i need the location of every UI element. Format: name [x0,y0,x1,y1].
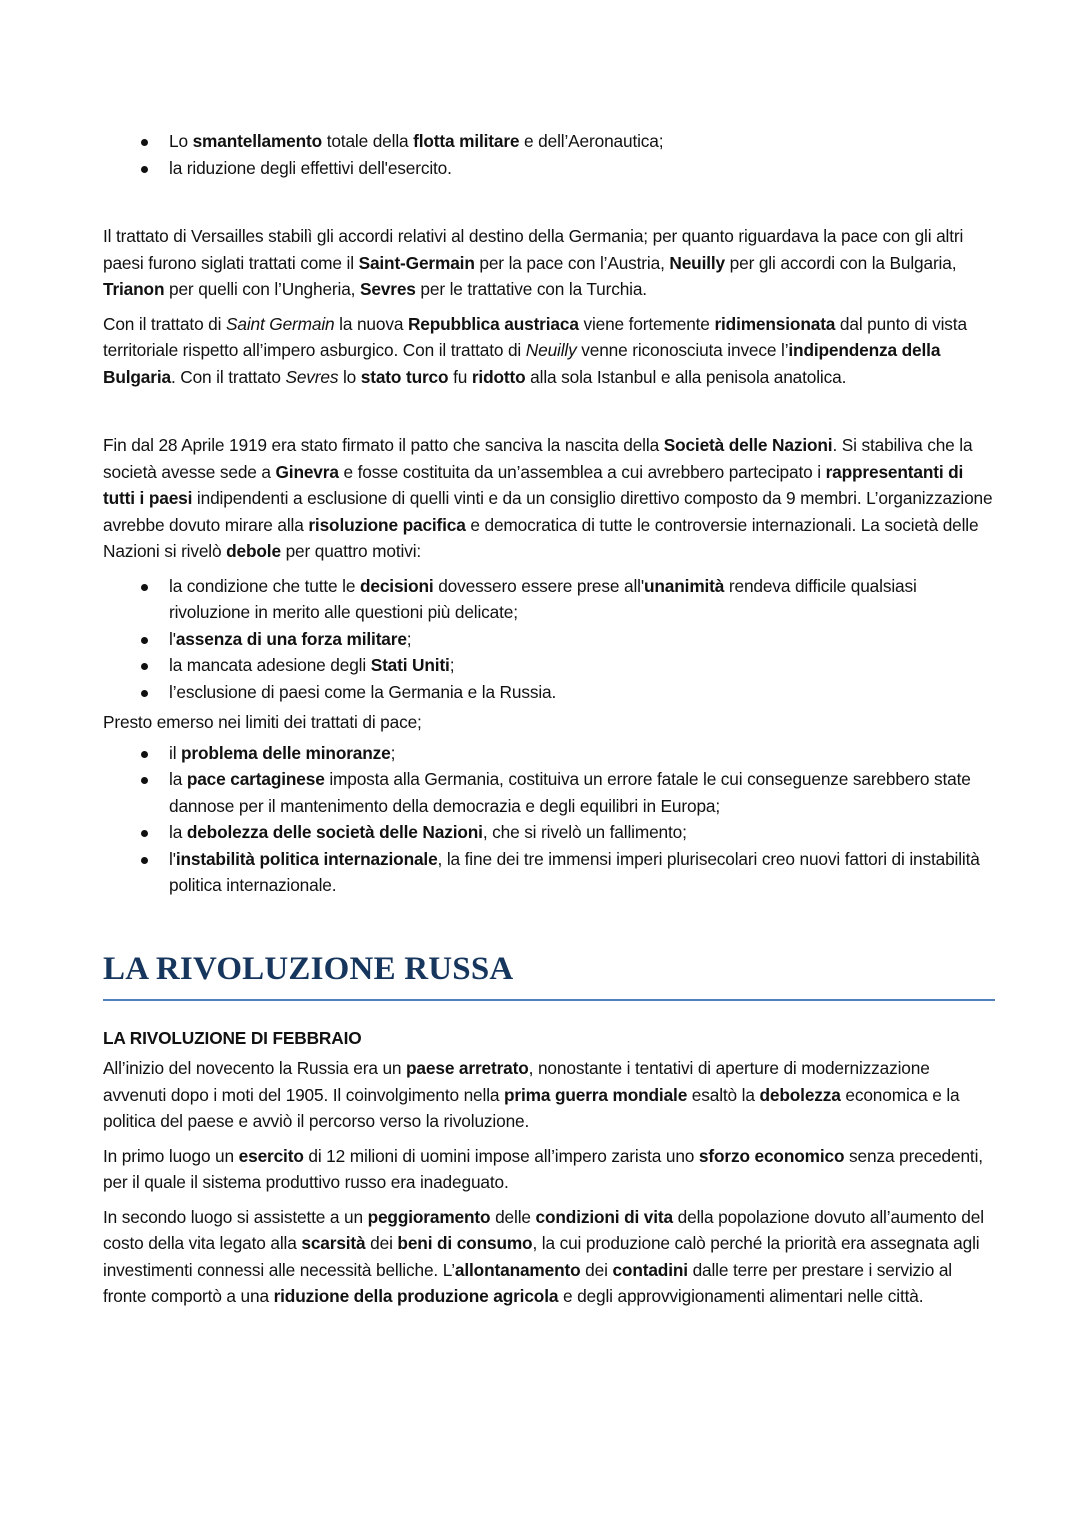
text-run: l' [169,628,176,649]
list-item [169,679,995,706]
text-run: la mancata adesione degli [169,655,371,675]
paragraph-russia-arretrata [103,1055,995,1135]
text-run: per la pace con l’Austria, [474,252,670,273]
bold-term: scarsità [301,1233,366,1253]
bold-term: allontanamento [454,1259,581,1280]
text-run: imposta alla Germania, costituiva un errore fatale le cui conseguenze sarebbero state dannose per il mantenimento della democrazia e degli equilibri in Europa; [169,769,971,816]
text-run: la nuova [334,313,408,334]
text-run: , la fine dei tre immensi imperi plurisecolari creo nuovi fattori di instabilità politica internazionale. [169,848,980,895]
bullet-list-disarmament [103,128,995,181]
paragraph-versailles [103,223,995,303]
text-run: dalle terre per prestare i servizio al fronte comportò a una [103,1259,952,1306]
italic-term: Sevres [285,366,339,387]
bold-term: debolezza delle società delle Nazioni [186,822,483,842]
spacer [103,899,995,949]
list-item [169,652,995,679]
bold-term: Repubblica austriaca [407,313,579,334]
text-run: per le trattative con la Turchia. [415,279,647,299]
bold-term: Neuilly [669,252,725,273]
bold-term: Trianon [103,279,165,299]
bold-term: prima guerra mondiale [504,1084,688,1105]
text-run: e democratica di tutte le controversie internazionali. La società delle Nazioni si rivelò [103,514,979,561]
text-run: All’inizio del novecento la Russia era un [103,1058,407,1078]
text-run: esaltò la [687,1084,760,1105]
text-run: , che si rivelò un fallimento; [482,822,687,842]
spacer [103,181,995,223]
text-run: di 12 milioni di uomini impose all’impero zarista uno [303,1145,699,1166]
italic-term: Neuilly [525,340,577,360]
text-run: Presto emerso nei limiti dei trattati di pace; [103,712,422,732]
bold-term: stato turco [360,366,449,387]
bold-term: peggioramento [367,1206,491,1227]
bold-term: Società delle Nazioni [663,435,833,455]
text-run: il [169,742,182,763]
text-run: Il trattato di Versailles stabilì gli accordi relativi al destino della Germania; per quanto riguardava la pace con gli altri paesi furono siglati trattati come il [103,226,964,273]
list-item [169,740,995,767]
text-run: , la cui produzione calò perché la priorità era assegnata agli investimenti connessi alle necessità belliche. L’ [103,1233,980,1280]
text-run: , nonostante i tentativi di aperture di modernizzazione avvenuti dopo i moti del 1905. Il coinvolgimento nella [103,1058,930,1105]
bold-term: flotta militare [413,131,520,151]
bold-term: esercito [238,1145,304,1166]
list-item [169,155,995,182]
text-run: viene fortemente [578,313,715,334]
list-item [169,626,995,653]
text-run: In primo luogo un [103,1145,239,1166]
text-run: Con il trattato di [103,313,226,334]
text-run: rendeva difficile qualsiasi rivoluzione in merito alle questioni più delicate; [169,575,917,622]
text-run: . Si stabiliva che la società avesse sede a [103,435,973,482]
bold-term: risoluzione pacifica [308,514,466,535]
spacer [103,565,995,573]
paragraph-condizioni-vita [103,1204,995,1310]
bold-term: decisioni [359,575,434,596]
bold-term: riduzione della produzione agricola [273,1286,559,1306]
section-title: LA RIVOLUZIONE RUSSA [103,949,995,1001]
text-run: per quattro motivi: [280,541,422,561]
bold-term: Stati Uniti [370,655,450,675]
list-item [169,846,995,899]
text-run: totale della [322,131,414,151]
paragraph-limiti [103,709,995,736]
list-item [169,573,995,626]
bold-term: debolezza [759,1084,841,1105]
bold-term: Saint-Germain [358,252,475,273]
text-run: della popolazione dovuto all’aumento del costo della vita legato alla [103,1206,984,1253]
text-run: lo [338,366,361,387]
text-run: per quelli con l’Ungheria, [164,279,360,299]
bold-term: instabilità politica internazionale [175,848,438,869]
text-run: In secondo luogo si assistette a un [103,1206,368,1227]
list-item [169,128,995,155]
italic-term: Saint Germain [225,313,335,334]
text-run: Lo [169,131,193,151]
bold-term: assenza di una forza militare [175,628,407,649]
spacer [103,303,995,311]
paragraph-saint-germain [103,311,995,391]
bold-term: unanimità [643,575,725,596]
text-run: dei [580,1259,613,1280]
bold-term: Ginevra [275,461,339,482]
text-run: e dell’Aeronautica; [519,131,664,151]
bold-term: debole [226,541,281,561]
text-run: . Con il trattato [170,366,286,387]
bold-term: problema delle minoranze [181,742,391,763]
spacer [103,1196,995,1204]
text-run: e degli approvvigionamenti alimentari nelle città. [558,1286,924,1306]
paragraph-esercito [103,1143,995,1196]
text-run: la [169,769,187,789]
text-run: e fosse costituita da un’assemblea a cui avrebbero partecipato i [338,461,826,482]
list-item [169,819,995,846]
paragraph-societa-nazioni [103,432,995,565]
text-run: la [169,822,187,842]
text-run: la riduzione degli effettivi dell'esercito. [169,157,452,178]
subheading-rivoluzione-febbraio: LA RIVOLUZIONE DI FEBBRAIO [103,1027,362,1048]
bold-term: contadini [612,1259,688,1280]
text-run: dal punto di vista territoriale rispetto all’impero asburgico. Con il trattato di [103,313,967,360]
bold-term: beni di consumo [397,1233,533,1253]
text-run: ; [390,742,396,763]
bold-term: sforzo economico [698,1145,845,1166]
text-run: venne riconosciuta invece l’ [576,340,789,360]
bold-term: ridotto [471,366,526,387]
text-run: Fin dal 28 Aprile 1919 era stato firmato il patto che sanciva la nascita della [103,435,664,455]
spacer [103,390,995,432]
bold-term: Sevres [359,279,416,299]
bold-term: indipendenza della Bulgaria [103,340,941,387]
bold-term: smantellamento [192,131,323,151]
text-run: per gli accordi con la Bulgaria, [725,252,957,273]
document-page [103,128,995,1310]
text-run: l' [169,848,176,869]
text-run: la condizione che tutte le [169,575,360,596]
text-run: dovessero essere prese all' [433,575,644,596]
text-run: economica e la politica del paese e avviò il percorso verso la rivoluzione. [103,1084,960,1131]
bold-term: ridimensionata [714,313,836,334]
text-run: delle [490,1206,536,1227]
list-item [169,766,995,819]
text-run: dei [365,1233,398,1253]
text-run: l’esclusione di paesi come la Germania e la Russia. [169,681,557,702]
text-run: indipendenti a esclusione di quelli vinti e da un consiglio direttivo composto da 9 membri. L’organizzazione avrebbe dovuto mirare alla [103,488,993,535]
text-run: alla sola Istanbul e alla penisola anatolica. [525,366,847,387]
text-run: ; [449,655,455,675]
bullet-list-motivi [103,573,995,706]
text-run: senza precedenti, per il quale il sistema produttivo russo era inadeguato. [103,1145,983,1192]
bold-term: condizioni di vita [535,1206,673,1227]
bold-term: pace cartaginese [186,769,325,789]
text-run: fu [448,366,472,387]
spacer [103,1135,995,1143]
text-run: ; [406,628,412,649]
bold-term: paese arretrato [406,1058,529,1078]
bold-term: rappresentanti di tutti i paesi [103,461,964,508]
bullet-list-limiti [103,740,995,899]
